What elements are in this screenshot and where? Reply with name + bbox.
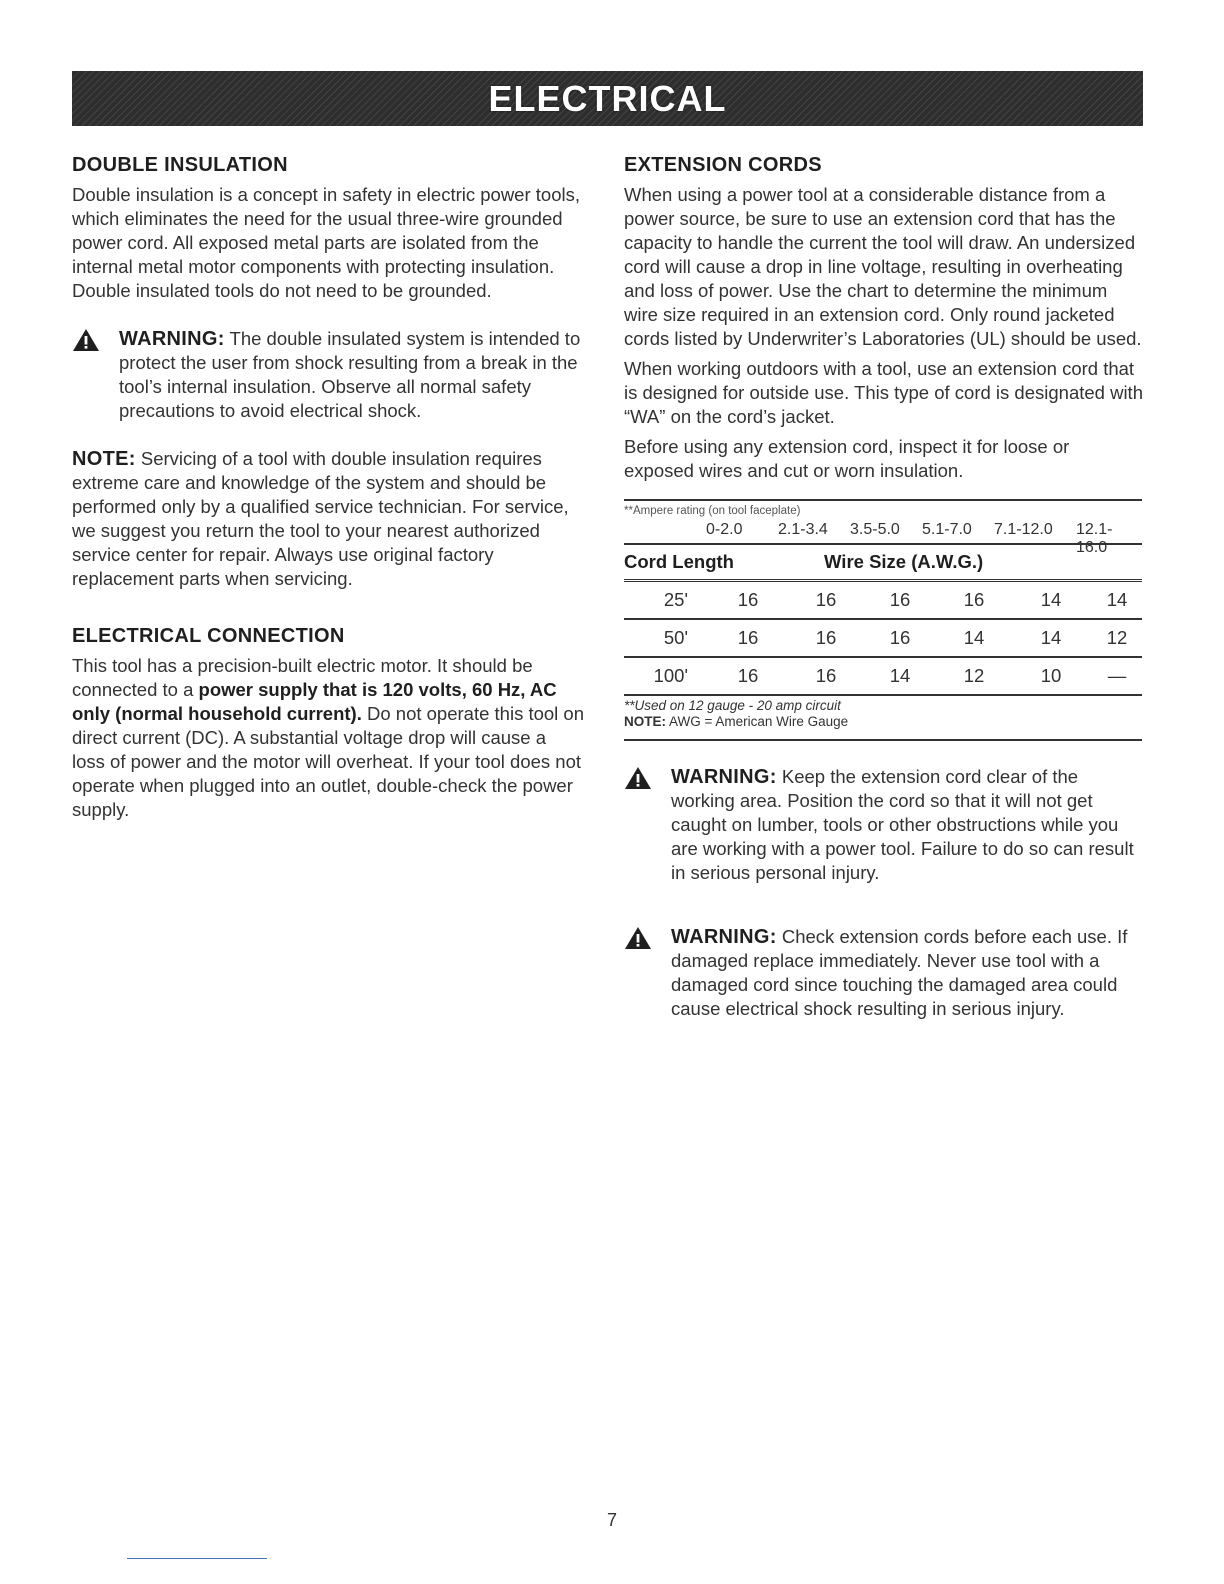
double-insulation-heading: DOUBLE INSULATION: [72, 154, 288, 176]
warning-label: WARNING:: [671, 766, 777, 788]
table-cell: 16: [737, 627, 759, 648]
table-cell: 14: [1040, 627, 1062, 648]
table-note-label: NOTE:: [624, 714, 666, 729]
table-cell: 16: [815, 627, 837, 648]
extension-cords-p3: Before using any extension cord, inspect it for loose or exposed wires and cut or worn insulation.: [624, 436, 1070, 481]
table-cell: 14: [1106, 589, 1128, 610]
table-cell: 16: [815, 589, 837, 610]
ampere-range: 7.1-12.0: [994, 521, 1053, 538]
double-insulation-warning: [72, 327, 584, 423]
ampere-range: 0-2.0: [706, 521, 743, 538]
table-cell: 16: [737, 589, 759, 610]
ampere-range: 3.5-5.0: [850, 521, 900, 538]
table-cell: 16: [963, 589, 985, 610]
extension-cords-p2: When working outdoors with a tool, use an extension cord that is designed for outside use. This type of cord is designated with “WA” on the cord’s jacket.: [624, 358, 1143, 427]
table-row: [624, 658, 1142, 696]
wire-size-header: Wire Size (A.W.G.): [824, 551, 984, 572]
extension-cord-warning-2: [624, 925, 1144, 1021]
warning-triangle-icon: [72, 328, 100, 352]
table-cell: 50': [663, 627, 688, 648]
page-number: 7: [606, 1510, 617, 1530]
table-cell: 100': [653, 665, 688, 686]
table-cell: 14: [1040, 589, 1062, 610]
connection-text-2: Do not operate this tool on direct current (DC). A substantial voltage drop will cause a loss of power and the motor will overheat. If your tool does not operate when plugged into an outlet, double-check the power supply.: [72, 703, 585, 820]
table-cell: 16: [737, 665, 759, 686]
table-note: [624, 713, 1142, 741]
table-cell: 10: [1040, 665, 1062, 686]
servicing-note: [72, 447, 584, 591]
ampere-range: 12.1-16.0: [1076, 521, 1113, 556]
wire-size-table: [624, 499, 1142, 741]
cord-length-header: Cord Length: [624, 551, 734, 572]
double-insulation-body: Double insulation is a concept in safety in electric power tools, which eliminates the need for the usual three-wire grounded power cord. All exposed metal parts are isolated from the internal metal motor components with protecting insulation. Double insulated tools do not need to be grounded.: [72, 184, 580, 301]
table-cell: 14: [889, 665, 911, 686]
power-supply-spec: power supply that is 120 volts, 60 Hz, AC only (normal household current).: [72, 679, 557, 724]
warning-label: WARNING:: [119, 328, 225, 350]
extension-cords-p1: When using a power tool at a considerable distance from a power source, be sure to use an extension cord that has the capacity to handle the current the tool will draw. An undersized cord will cause a drop in line voltage, resulting in overheating and loss of power. Use the chart to determine the minimum wire size required in an extension cord. Only round jacketed cords listed by Underwriter’s Laboratories (UL) should be used.: [624, 184, 1142, 349]
warning-triangle-icon: [624, 766, 652, 790]
table-note-text: AWG = American Wire Gauge: [666, 714, 849, 729]
ampere-range: 2.1-3.4: [778, 521, 828, 538]
ampere-note: **Ampere rating (on tool faceplate): [624, 505, 801, 517]
note-label: NOTE:: [72, 448, 136, 470]
table-cell: 25': [663, 589, 688, 610]
right-column: [624, 154, 1144, 1021]
ampere-range-row: [624, 519, 1142, 556]
left-column: [72, 154, 584, 822]
warning-text: Keep the extension cord clear of the working area. Position the cord so that it will not get caught on lumber, tools or other obstructions while you are working with a power tool. Failure to do so can result in serious personal injury.: [671, 766, 1134, 883]
electrical-connection-body: [72, 654, 584, 822]
table-cell: 16: [815, 665, 837, 686]
connection-text-1: This tool has a precision-built electric motor. It should be connected to a: [72, 655, 533, 700]
table-cell: 16: [889, 589, 911, 610]
table-row: [624, 620, 1142, 658]
ampere-range: 5.1-7.0: [922, 521, 972, 538]
table-footnote: **Used on 12 gauge - 20 amp circuit: [624, 698, 841, 713]
table-cell: —: [1107, 665, 1127, 686]
extension-cord-warning-1: [624, 765, 1144, 885]
note-text: Servicing of a tool with double insulation requires extreme care and knowledge of the system and should be performed only by a qualified service technician. For service, we suggest you return the tool to your nearest authorized service center for repair. Always use original factory replacement parts when servicing.: [72, 448, 569, 589]
table-header-row: [624, 545, 1142, 582]
table-cell: 16: [889, 627, 911, 648]
extension-cords-heading: EXTENSION CORDS: [624, 154, 822, 176]
table-cell: 12: [1106, 627, 1128, 648]
warning-text: The double insulated system is intended to protect the user from shock resulting from a break in the tool’s internal insulation. Observe all normal safety precautions to avoid electrical shock.: [119, 328, 581, 421]
section-banner: [72, 71, 1143, 126]
bottom-rule: [127, 1558, 267, 1559]
warning-label: WARNING:: [671, 926, 777, 948]
warning-triangle-icon: [624, 926, 652, 950]
table-row: [624, 582, 1142, 620]
section-title: ELECTRICAL: [488, 77, 727, 119]
table-cell: 14: [963, 627, 985, 648]
warning-text: Check extension cords before each use. If damaged replace immediately. Never use tool with a damaged cord since touching the damaged area could cause electrical shock resulting in serious injury.: [671, 926, 1128, 1019]
table-cell: 12: [963, 665, 985, 686]
electrical-connection-heading: ELECTRICAL CONNECTION: [72, 625, 345, 647]
